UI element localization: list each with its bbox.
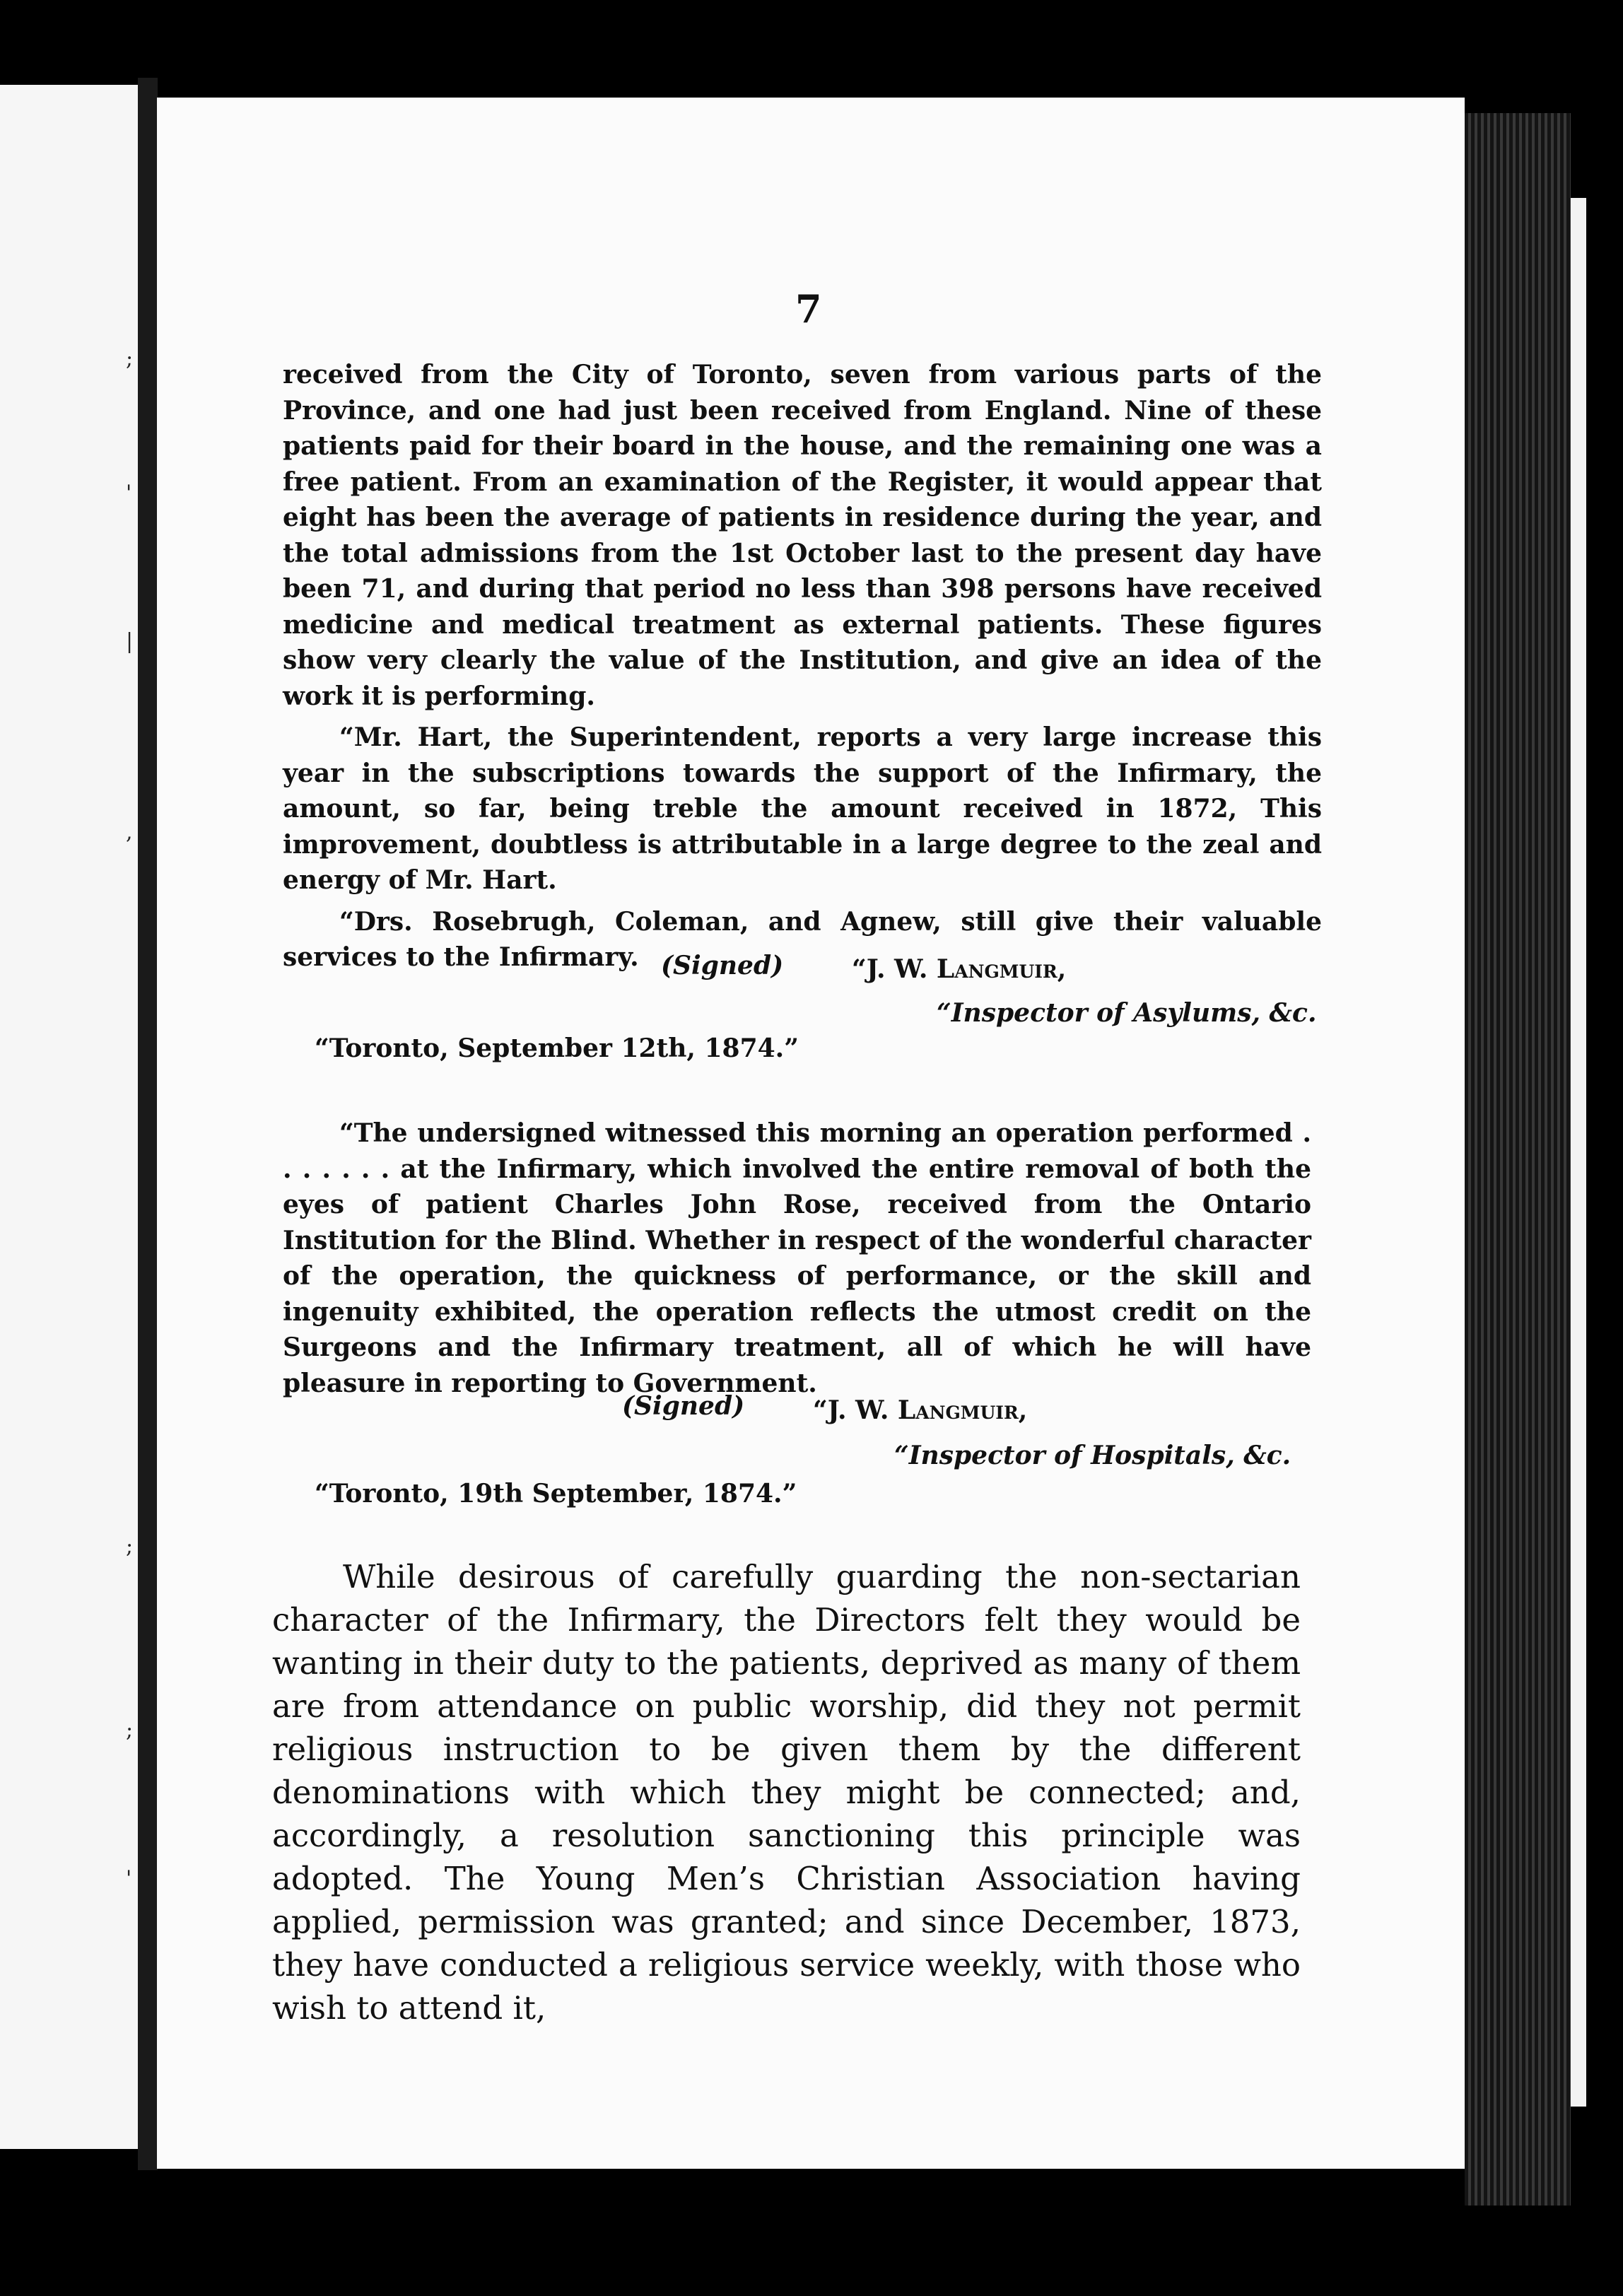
signatory-title-2: “Inspector of Hospitals, &c. xyxy=(894,1441,1291,1470)
signed-label-2: (Signed) xyxy=(622,1391,745,1421)
facing-page-mark: | xyxy=(126,629,134,654)
signatory-name-1: “J. W. Langmuir, xyxy=(852,954,1067,984)
signatory-title-1: “Inspector of Asylums, &c. xyxy=(937,998,1317,1028)
paragraph-superintendent: “Mr. Hart, the Superintendent, reports a very large increase this year in the subscriptions towards the support of the Infirmary, the amount, so far, being treble the amount received in 1872, This improvement, doubtless is attributable in a large degree to the zeal and energy of Mr. Hart. xyxy=(283,722,1322,895)
signatory-name-2: “J. W. Langmuir, xyxy=(813,1395,1028,1425)
place-date-2: “Toronto, 19th September, 1874.” xyxy=(315,1479,797,1509)
facing-page-mark: ' xyxy=(126,481,132,505)
facing-page-edge xyxy=(0,85,138,2149)
facing-page-mark: , xyxy=(126,820,133,845)
paragraph-operation: “The undersigned witnessed this morning an operation performed . . . . . . . at the Infirmary, which involved the entire removal of both the eyes of patient Charles John Rose, received from the Ontario Institution for the Blind. Whether in respect of the wonderful character of the operation, the quickness of performance, or the skill and ingenuity exhibited, the operation reflects the utmost credit on the Surgeons and the Infirmary treatment, all of which he will have pleasure in reporting to Government. xyxy=(283,1118,1311,1398)
page-stack-edge xyxy=(1465,113,1571,2206)
signed-label-1: (Signed) xyxy=(661,951,784,980)
witness-statement xyxy=(283,1115,1311,1401)
paragraph-religious-instruction: While desirous of carefully guarding the non-sectarian character of the Infirmary, the Directors felt they would be wanting in their duty to the patients, deprived as many of them are from attendance on public worship, did they not permit religious instruction to be given them by the different denominations with which they might be connected; and, accordingly, a resolution sanctioning this principle was adopted. The Young Men’s Christian Association having applied, permission was granted; and since December, 1873, they have conducted a religious service weekly, with those who wish to attend it, xyxy=(272,1558,1301,2027)
facing-page-mark: ; xyxy=(126,1534,134,1559)
book-gutter xyxy=(138,78,158,2170)
facing-page-mark: ' xyxy=(126,1866,132,1891)
page-number: 7 xyxy=(795,286,822,332)
place-date-1: “Toronto, September 12th, 1874.” xyxy=(315,1033,799,1063)
facing-page-mark: ; xyxy=(126,346,134,371)
paragraph-statistics: received from the City of Toronto, seven from various parts of the Province, and one had just been received from England. Nine of these patients paid for their board in the house, and the remaining one was a free patient. From an examination of the Register, it would appear that eight has been the average of patients in residence during the year, and the total admissions from the 1st October last to the present day have been 71, and during that period no less than 398 persons have received medicine and medical treatment as external patients. These figures show very clearly the value of the Institution, and give an idea of the work it is performing. xyxy=(283,360,1322,711)
report-excerpt xyxy=(283,357,1322,976)
facing-page-mark: ; xyxy=(126,1718,134,1742)
right-margin-strip xyxy=(1571,198,1586,2107)
paragraph-doctors: “Drs. Rosebrugh, Coleman, and Agnew, still give their valuable services to the Infirmary. xyxy=(283,906,1322,972)
main-text xyxy=(272,1555,1301,2030)
